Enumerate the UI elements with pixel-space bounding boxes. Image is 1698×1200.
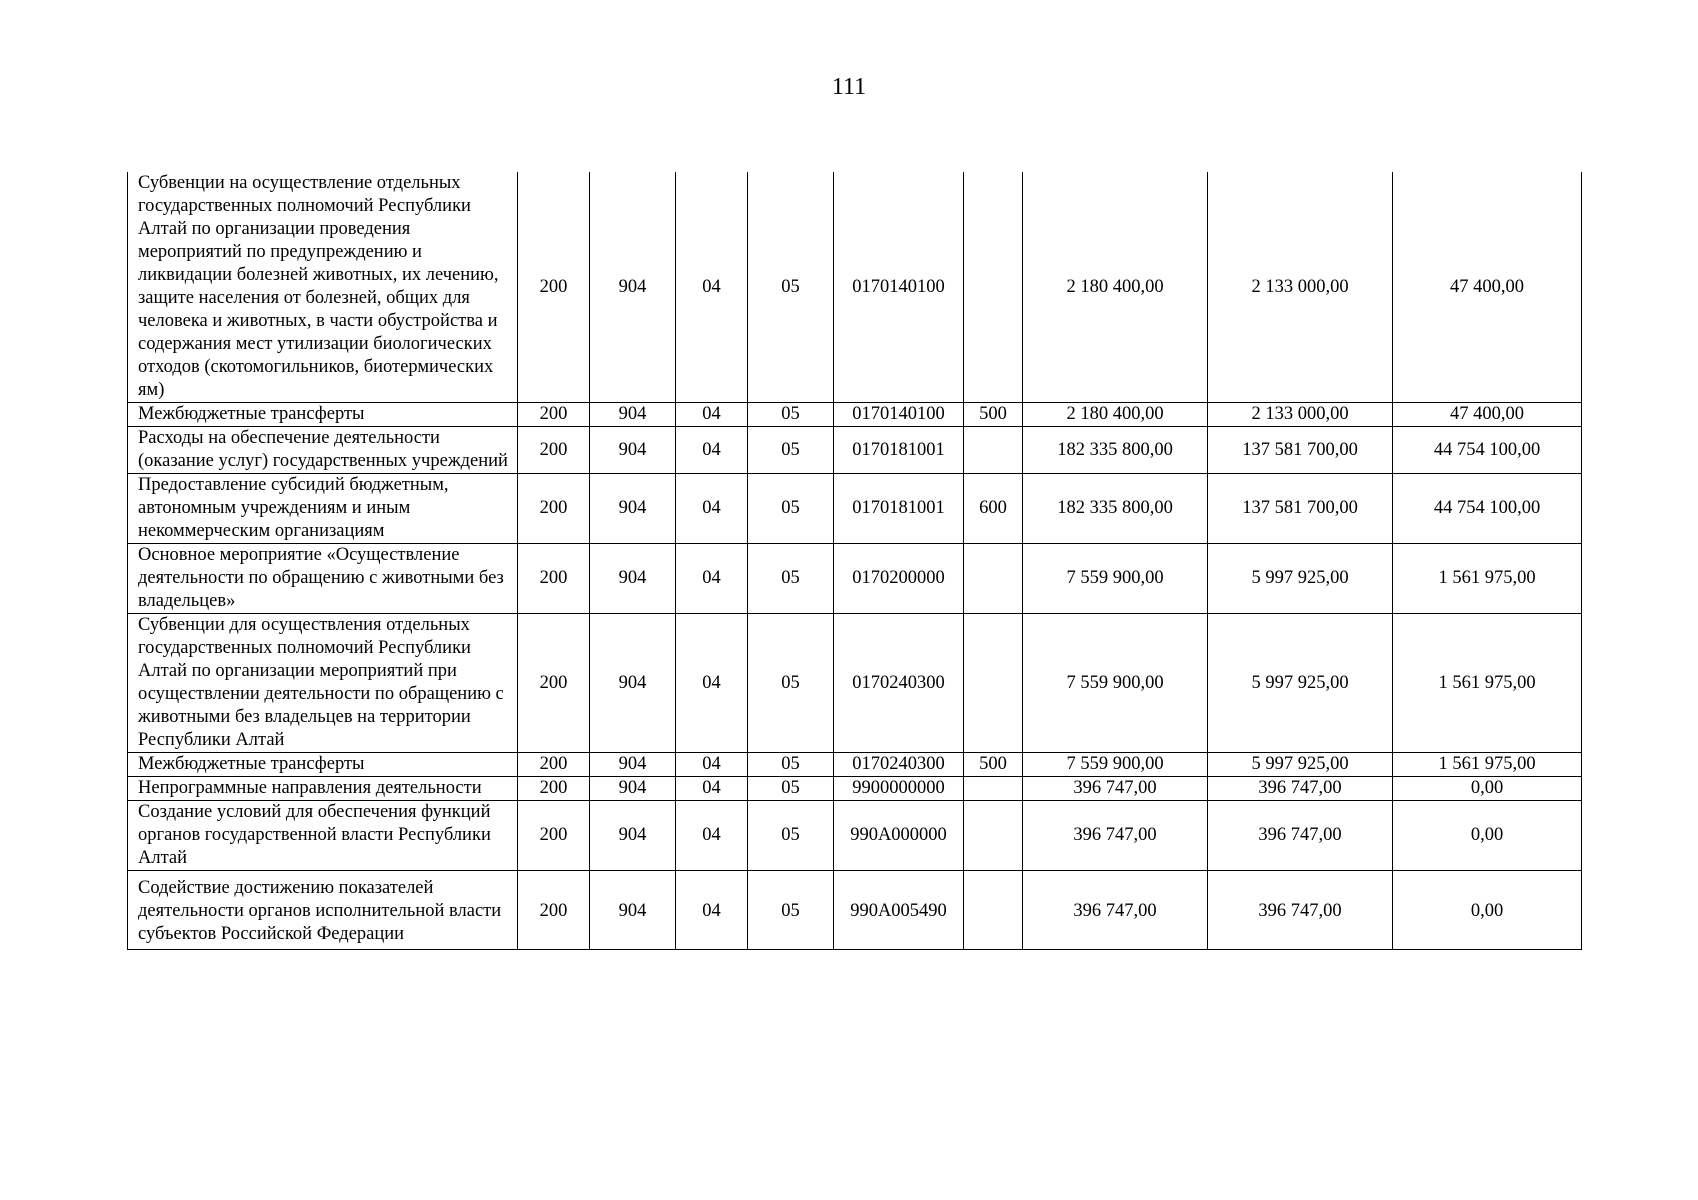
amount-3-cell: 47 400,00	[1393, 403, 1582, 427]
section-cell: 04	[676, 403, 748, 427]
amount-total-cell: 7 559 900,00	[1023, 614, 1208, 753]
target-article-cell: 0170240300	[834, 753, 964, 777]
amount-3-cell: 44 754 100,00	[1393, 474, 1582, 544]
target-article-cell: 9900000000	[834, 777, 964, 801]
code-2-cell: 904	[590, 544, 676, 614]
subsection-cell: 05	[748, 753, 834, 777]
amount-total-cell: 7 559 900,00	[1023, 753, 1208, 777]
amount-2-cell: 5 997 925,00	[1208, 614, 1393, 753]
amount-2-cell: 5 997 925,00	[1208, 753, 1393, 777]
code-1-cell: 200	[518, 427, 590, 474]
amount-3-cell: 1 561 975,00	[1393, 614, 1582, 753]
subsection-cell: 05	[748, 777, 834, 801]
amount-2-cell: 2 133 000,00	[1208, 172, 1393, 403]
amount-3-cell: 1 561 975,00	[1393, 544, 1582, 614]
row-description: Создание условий для обеспечения функций органов государственной власти Республики Алтай	[128, 801, 518, 871]
amount-total-cell: 7 559 900,00	[1023, 544, 1208, 614]
row-description: Непрограммные направления деятельности	[128, 777, 518, 801]
code-2-cell: 904	[590, 614, 676, 753]
table-row	[128, 474, 1582, 544]
amount-total-cell: 396 747,00	[1023, 801, 1208, 871]
table-row	[128, 753, 1582, 777]
budget-table	[127, 172, 1582, 950]
row-description: Межбюджетные трансферты	[128, 403, 518, 427]
amount-2-cell: 396 747,00	[1208, 801, 1393, 871]
row-description: Межбюджетные трансферты	[128, 753, 518, 777]
amount-2-cell: 396 747,00	[1208, 871, 1393, 950]
subsection-cell: 05	[748, 427, 834, 474]
amount-total-cell: 396 747,00	[1023, 777, 1208, 801]
expense-type-cell	[964, 777, 1023, 801]
row-description: Предоставление субсидий бюджетным, автономным учреждениям и иным некоммерческим организациям	[128, 474, 518, 544]
section-cell: 04	[676, 474, 748, 544]
row-description: Содействие достижению показателей деятельности органов исполнительной власти субъектов Российской Федерации	[128, 871, 518, 950]
amount-3-cell: 1 561 975,00	[1393, 753, 1582, 777]
subsection-cell: 05	[748, 474, 834, 544]
page-number: 111	[831, 74, 867, 100]
expense-type-cell	[964, 427, 1023, 474]
amount-3-cell: 0,00	[1393, 777, 1582, 801]
table-row	[128, 427, 1582, 474]
row-description: Субвенции для осуществления отдельных государственных полномочий Республики Алтай по организации мероприятий при осуществлении деятельности по обращению с животными без владельцев на территории Республики Алтай	[128, 614, 518, 753]
code-1-cell: 200	[518, 801, 590, 871]
section-cell: 04	[676, 777, 748, 801]
subsection-cell: 05	[748, 544, 834, 614]
table-row	[128, 777, 1582, 801]
code-1-cell: 200	[518, 474, 590, 544]
subsection-cell: 05	[748, 801, 834, 871]
row-description: Субвенции на осуществление отдельных государственных полномочий Республики Алтай по организации проведения мероприятий по предупреждению и ликвидации болезней животных, их лечению, защите населения от болезней, общих для человека и животных, в части обустройства и содержания мест утилизации биологических отходов (скотомогильников, биотермических ям)	[128, 172, 518, 403]
expense-type-cell: 500	[964, 753, 1023, 777]
section-cell: 04	[676, 544, 748, 614]
expense-type-cell	[964, 871, 1023, 950]
expense-type-cell	[964, 801, 1023, 871]
code-1-cell: 200	[518, 777, 590, 801]
section-cell: 04	[676, 172, 748, 403]
target-article-cell: 990А000000	[834, 801, 964, 871]
amount-total-cell: 182 335 800,00	[1023, 474, 1208, 544]
expense-type-cell: 600	[964, 474, 1023, 544]
amount-total-cell: 396 747,00	[1023, 871, 1208, 950]
code-1-cell: 200	[518, 614, 590, 753]
code-1-cell: 200	[518, 871, 590, 950]
subsection-cell: 05	[748, 172, 834, 403]
amount-3-cell: 44 754 100,00	[1393, 427, 1582, 474]
code-2-cell: 904	[590, 474, 676, 544]
amount-total-cell: 2 180 400,00	[1023, 172, 1208, 403]
expense-type-cell: 500	[964, 403, 1023, 427]
amount-2-cell: 137 581 700,00	[1208, 474, 1393, 544]
code-1-cell: 200	[518, 172, 590, 403]
code-2-cell: 904	[590, 801, 676, 871]
amount-2-cell: 396 747,00	[1208, 777, 1393, 801]
code-2-cell: 904	[590, 403, 676, 427]
amount-3-cell: 0,00	[1393, 871, 1582, 950]
table-row	[128, 801, 1582, 871]
target-article-cell: 0170240300	[834, 614, 964, 753]
code-1-cell: 200	[518, 544, 590, 614]
code-1-cell: 200	[518, 403, 590, 427]
target-article-cell: 0170200000	[834, 544, 964, 614]
code-2-cell: 904	[590, 871, 676, 950]
subsection-cell: 05	[748, 871, 834, 950]
expense-type-cell	[964, 614, 1023, 753]
amount-total-cell: 2 180 400,00	[1023, 403, 1208, 427]
table-row	[128, 871, 1582, 950]
row-description: Расходы на обеспечение деятельности (оказание услуг) государственных учреждений	[128, 427, 518, 474]
amount-2-cell: 2 133 000,00	[1208, 403, 1393, 427]
subsection-cell: 05	[748, 403, 834, 427]
amount-2-cell: 5 997 925,00	[1208, 544, 1393, 614]
expense-type-cell	[964, 544, 1023, 614]
expense-type-cell	[964, 172, 1023, 403]
subsection-cell: 05	[748, 614, 834, 753]
section-cell: 04	[676, 427, 748, 474]
amount-total-cell: 182 335 800,00	[1023, 427, 1208, 474]
target-article-cell: 0170140100	[834, 172, 964, 403]
table-row	[128, 403, 1582, 427]
row-description: Основное мероприятие «Осуществление деятельности по обращению с животными без владельцев»	[128, 544, 518, 614]
amount-3-cell: 47 400,00	[1393, 172, 1582, 403]
code-2-cell: 904	[590, 427, 676, 474]
amount-3-cell: 0,00	[1393, 801, 1582, 871]
amount-2-cell: 137 581 700,00	[1208, 427, 1393, 474]
code-1-cell: 200	[518, 753, 590, 777]
section-cell: 04	[676, 871, 748, 950]
section-cell: 04	[676, 614, 748, 753]
section-cell: 04	[676, 753, 748, 777]
target-article-cell: 0170140100	[834, 403, 964, 427]
table-row	[128, 614, 1582, 753]
code-2-cell: 904	[590, 172, 676, 403]
code-2-cell: 904	[590, 777, 676, 801]
table-row	[128, 172, 1582, 403]
section-cell: 04	[676, 801, 748, 871]
target-article-cell: 0170181001	[834, 427, 964, 474]
target-article-cell: 0170181001	[834, 474, 964, 544]
table-row	[128, 544, 1582, 614]
target-article-cell: 990А005490	[834, 871, 964, 950]
code-2-cell: 904	[590, 753, 676, 777]
